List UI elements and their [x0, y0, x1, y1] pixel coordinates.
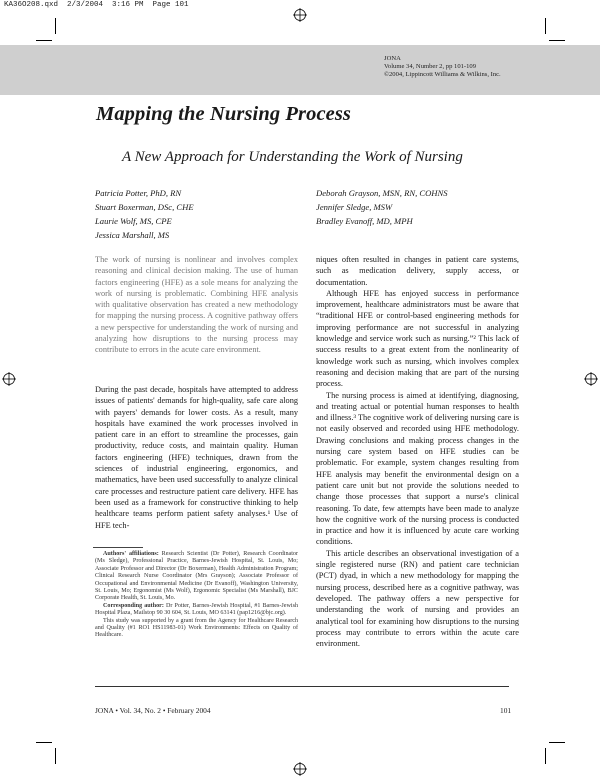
body-paragraph: niques often resulted in changes in patient care systems, such as medication delivery, supply access, or documentation.: [316, 255, 519, 287]
crop-mark: [55, 18, 56, 34]
footer-journal: JONA • Vol. 34, No. 2 • February 2004: [95, 706, 211, 715]
crop-mark: [545, 18, 546, 34]
corresponding-note: [95, 603, 298, 618]
footnote-rule: [93, 547, 143, 548]
author: Bradley Evanoff, MD, MPH: [316, 216, 413, 226]
body-left-column: [95, 384, 298, 531]
crop-mark: [545, 748, 546, 764]
affiliations-text: Research Scientist (Dr Potter), Research Coordinator (Ms Sledge), Professional Practice, Barnes-Jewish Hospital, St. Louis, Mo; Associate Professor and Director (Dr Boxerman), Health Administration Program; Clinical Research Nurse Coordinator (Mrs Grayson); Associate Professor of Occupational and Environmental Medicine (Dr Evanoff), Washington University, St. Louis, Mo; Ergonomist (Ms Wolf), Ergonomic Specialist (Ms Marshall), BJC Corporate Health, St. Louis, Mo.: [95, 551, 298, 602]
journal-name: JONA: [384, 55, 401, 62]
header-band: [0, 45, 600, 95]
affiliations-label: Authors' affiliations:: [103, 551, 159, 557]
crop-mark: [36, 742, 52, 743]
body-paragraph: This article describes an observational investigation of a single registered nurse (RN) and patient care technician (PCT) dyad, in which a new methodology for mapping the nursing process, described here as a cognitive pathway, was developed. The pathway offers a new perspective for understanding the work of nursing and provides an analytical tool for examining how disruptions to the nursing process may contribute to errors within the acute care environment.: [316, 548, 519, 649]
article-subtitle: A New Approach for Understanding the Work of Nursing: [122, 149, 463, 165]
authors-left: [95, 186, 194, 242]
body-right-column: [316, 254, 519, 649]
registration-mark-icon: [2, 372, 16, 386]
registration-mark-icon: [293, 762, 307, 776]
article-title: Mapping the Nursing Process: [96, 103, 352, 125]
author: Jessica Marshall, MS: [95, 230, 170, 240]
footnotes: [95, 551, 298, 640]
page-number: 101: [500, 706, 512, 715]
corresponding-label: Corresponding author:: [103, 602, 164, 609]
crop-mark: [549, 40, 565, 41]
affiliations-note: [95, 551, 298, 603]
crop-mark: [36, 40, 52, 41]
author: Stuart Boxerman, DSc, CHE: [95, 202, 194, 212]
crop-mark: [549, 742, 565, 743]
crop-mark: [55, 748, 56, 764]
funding-note: This study was supported by a grant from the Agency for Healthcare Research and Quality (#1 RO1 HS11983-01) Work Environments: Effects on Quality of Healthcare.: [95, 617, 298, 639]
body-paragraph: During the past decade, hospitals have attempted to address issues of patients' demands for high-quality, safe care along with payers' demands for lower costs. As a result, many hospitals have examined the work processes involved in patient care in an effort to streamline the processes, gain productivity, reduce costs, and maintain quality. Human factors engineering (HFE) techniques, drawn from the sciences of industrial engineering, ergonomics, and mathematics, have been used successfully to analyze clinical care processes and restructure patient care delivery. HFE has been used as a framework for constructive thinking to help healthcare teams perform patient safety analyses.¹ Use of HFE tech-: [95, 385, 298, 530]
journal-info: [384, 55, 501, 79]
author: Laurie Wolf, MS, CPE: [95, 216, 172, 226]
journal-copyright: ©2004, Lippincott Williams & Wilkins, Inc.: [384, 71, 501, 78]
body-paragraph: Although HFE has enjoyed success in performance improvement, healthcare administrators must be aware that “traditional HFE or control-based engineering methods for improving performance are not successful in analyzing knowledge and service work such as nursing.”² This lack of success results to a great extent from the nonlinearity of knowledge work such as nursing, which involves complex reasoning and decision making that are part of the nursing process.: [316, 288, 519, 389]
file-slug: KA36O208.qxd 2/3/2004 3:16 PM Page 101: [4, 1, 189, 9]
corresponding-text: Dr Potter, Barnes-Jewish Hospital, #1 Barnes-Jewish Hospital Plaza, Mailstop 90 30 604, St. Louis, MO 63141 (pap1216@bjc.org).: [95, 602, 298, 617]
author: Patricia Potter, PhD, RN: [95, 188, 182, 198]
footer-rule: [95, 686, 509, 687]
registration-mark-icon: [584, 372, 598, 386]
abstract-text: The work of nursing is nonlinear and involves complex reasoning and clinical decision making. The use of human factors engineering (HFE) as a sole means for analyzing the work of nursing is problematic. Combining HFE analysis with qualitative observation has created a new methodology for mapping the nursing process. A cognitive pathway offers a new perspective for understanding the work of nursing and analyzing how disruptions to the nursing process may contribute to errors in the acute care environment.: [95, 255, 298, 355]
body-paragraph: The nursing process is aimed at identifying, diagnosing, and treating actual or potential human responses to health and illness.³ The cognitive work of delivering nursing care is not easily observed and recorded using HFE methodology. Drawing conclusions and making process changes in the nursing care system based on HFE studies can be problematic. For example, system changes resulting from HFE analysis may benefit the environmental design on a patient care unit but not provide the solutions needed to change those processes that support a nurse's clinical reasoning. To date, few attempts have been made to analyze how the cognitive work of the nursing process is conducted in practice and how it is influenced by acute care working conditions.: [316, 390, 519, 547]
abstract: [95, 254, 298, 356]
author: Deborah Grayson, MSN, RN, COHNS: [316, 188, 448, 198]
authors-right: [316, 186, 448, 228]
author: Jennifer Sledge, MSW: [316, 202, 393, 212]
journal-volume: Volume 34, Number 2, pp 101-109: [384, 63, 476, 70]
registration-mark-icon: [293, 8, 307, 22]
